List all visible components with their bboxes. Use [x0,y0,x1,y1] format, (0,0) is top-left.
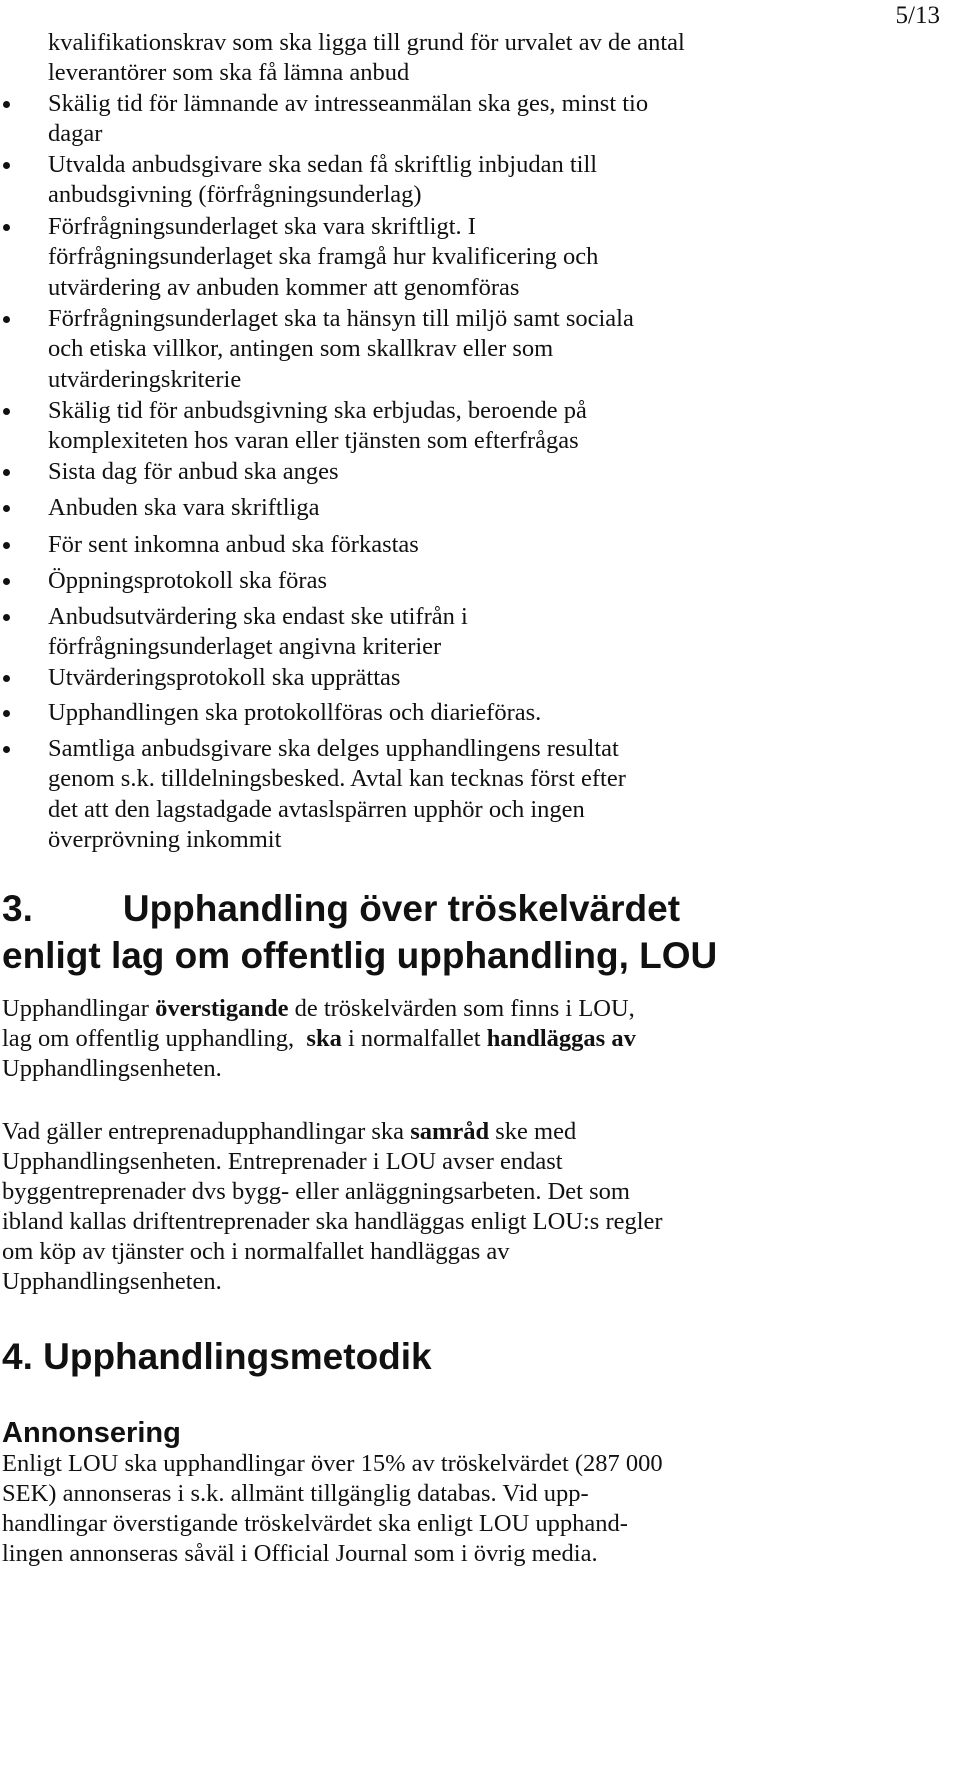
paragraph-line [2,1117,576,1147]
bullet-icon [3,316,10,323]
text-run: lag om offentlig upphandling, [2,1025,307,1052]
bullet-icon [3,505,10,512]
list-item-line: Sista dag för anbud ska anges [48,458,339,485]
list-item-line: utvärdering av anbuden kommer att genomföras [48,274,520,301]
list-item-line: Utvärderingsprotokoll ska upprättas [48,664,401,691]
paragraph-line: byggentreprenader dvs bygg- eller anläggningsarbeten. Det som [2,1178,630,1205]
paragraph-line: om köp av tjänster och i normalfallet handläggas av [2,1238,510,1265]
bullet-icon [3,101,10,108]
text-run-bold: handläggas av [486,1025,636,1052]
bullet-icon [3,746,10,753]
bullet-icon [3,469,10,476]
bullet-icon [3,710,10,717]
section-heading: 4. Upphandlingsmetodik [2,1336,432,1377]
list-item-line: det att den lagstadgade avtaslspärren upphör och ingen [48,796,585,823]
text-run: ske med [489,1118,577,1145]
text-run-bold: samråd [410,1118,490,1145]
paragraph-line [2,1024,636,1054]
list-item-line: Öppningsprotokoll ska föras [48,567,327,594]
list-item-line: Förfrågningsunderlaget ska ta hänsyn till miljö samt sociala [48,305,634,332]
paragraph-line [2,994,635,1024]
list-item-line: Skälig tid för anbudsgivning ska erbjudas, beroende på [48,397,587,424]
list-item-continuation-line: leverantörer som ska få lämna anbud [48,59,410,86]
list-item-line: Samtliga anbudsgivare ska delges upphandlingens resultat [48,735,619,762]
list-item-line: komplexiteten hos varan eller tjänsten som efterfrågas [48,427,579,454]
section-title-line2: enligt lag om offentlig upphandling, LOU [2,935,718,976]
subsection-heading: Annonsering [2,1417,181,1449]
list-item-line: Skälig tid för lämnande av intresseanmälan ska ges, minst tio [48,90,649,117]
text-run: Upphandlingar [2,995,156,1022]
list-item-line: dagar [48,120,103,147]
paragraph-line: lingen annonseras såväl i Official Journal som i övrig media. [2,1540,598,1567]
bullet-icon [3,162,10,169]
list-item-line: För sent inkomna anbud ska förkastas [48,531,419,558]
bullet-icon [3,224,10,231]
paragraph-line: Enligt LOU ska upphandlingar över 15% av tröskelvärdet (287 000 [2,1450,663,1477]
list-item-line: Utvalda anbudsgivare ska sedan få skriftlig inbjudan till [48,151,598,178]
paragraph-line: handlingar överstigande tröskelvärdet ska enligt LOU upphand- [2,1510,628,1537]
list-item-line: Anbudsutvärdering ska endast ske utifrån i [48,603,468,630]
list-item-line: och etiska villkor, antingen som skallkrav eller som [48,335,554,362]
section-title-line1: Upphandling över tröskelvärdet [122,888,681,929]
paragraph-line: SEK) annonseras i s.k. allmänt tillgänglig databas. Vid upp- [2,1480,589,1507]
page-number: 5/13 [895,2,940,29]
list-item-line: genom s.k. tilldelningsbesked. Avtal kan tecknas först efter [48,765,626,792]
text-run-bold: överstigande [155,995,289,1022]
bullet-icon [3,675,10,682]
list-item-line: förfrågningsunderlaget ska framgå hur kvalificering och [48,243,599,270]
bullet-icon [3,614,10,621]
paragraph-line: ibland kallas driftentreprenader ska handläggas enligt LOU:s regler [2,1208,663,1235]
paragraph-line: Upphandlingsenheten. Entreprenader i LOU avser endast [2,1148,563,1175]
section-number: 3. [2,888,33,929]
list-item-line: Förfrågningsunderlaget ska vara skriftligt. I [48,213,476,240]
bullet-icon [3,542,10,549]
bullet-icon [3,578,10,585]
section-heading [2,888,680,930]
list-item-line: anbudsgivning (förfrågningsunderlag) [48,181,422,208]
list-item-line: utvärderingskriterie [48,366,242,393]
text-run: i normalfallet [341,1025,487,1052]
paragraph-line: Upphandlingsenheten. [2,1055,222,1082]
list-item-continuation-line: kvalifikationskrav som ska ligga till grund för urvalet av de antal [48,29,685,56]
list-item-line: förfrågningsunderlaget angivna kriterier [48,633,442,660]
text-run: Vad gäller entreprenadupphandlingar ska [2,1118,411,1145]
text-run-bold: ska [306,1025,342,1052]
bullet-icon [3,408,10,415]
list-item-line: överprövning inkommit [48,826,282,853]
text-run: de tröskelvärden som finns i LOU, [288,995,635,1022]
paragraph-line: Upphandlingsenheten. [2,1268,222,1295]
list-item-line: Upphandlingen ska protokollföras och diarieföras. [48,699,542,726]
list-item-line: Anbuden ska vara skriftliga [48,494,320,521]
